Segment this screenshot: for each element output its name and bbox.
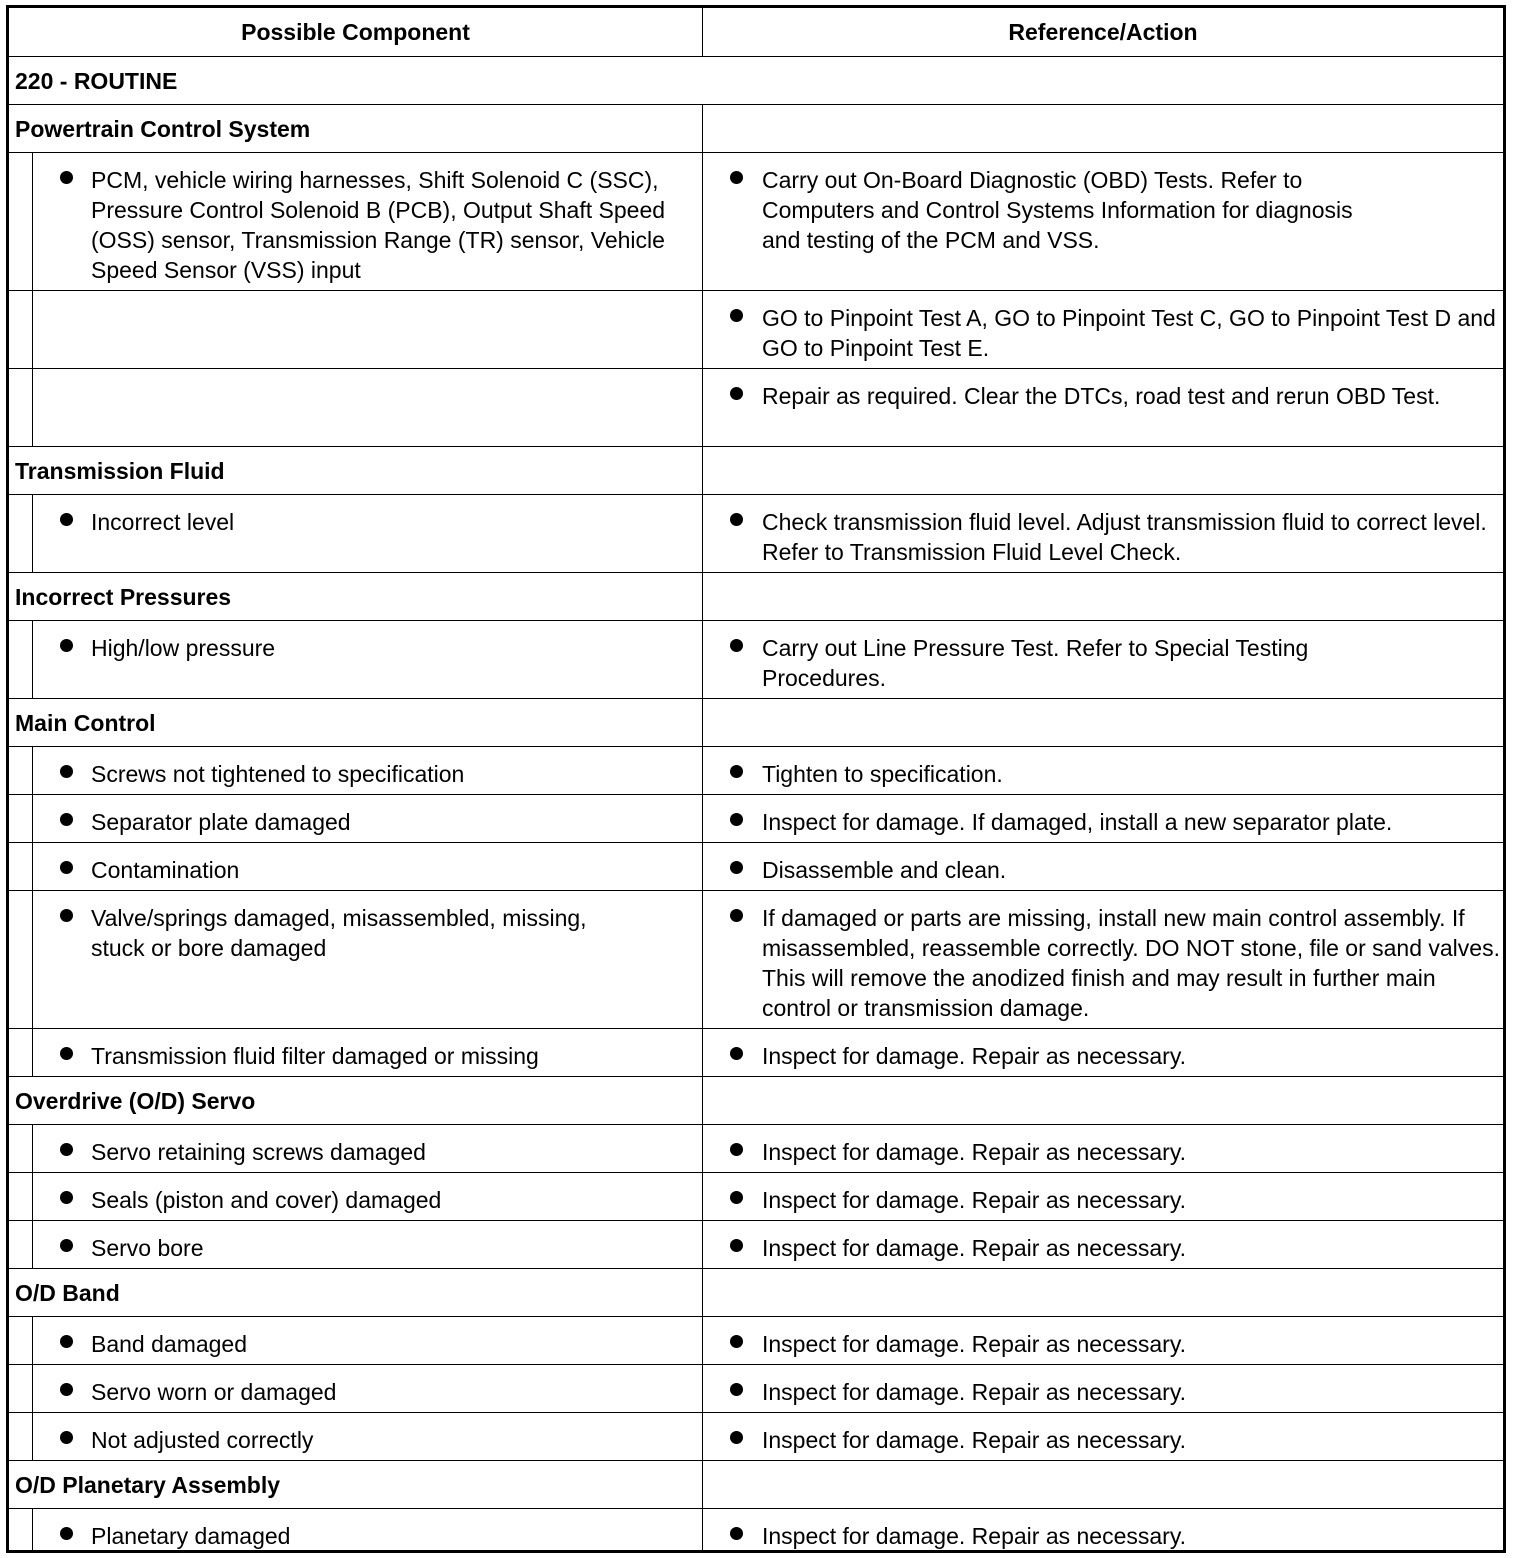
action-text: Inspect for damage. Repair as necessary. [762,1187,1187,1213]
component-text: Separator plate damaged [91,809,351,835]
table-row [9,1125,1503,1173]
section-title: Incorrect Pressures [9,573,703,620]
bullet-icon [60,1383,73,1396]
table-row [9,1173,1503,1221]
component-text: Band damaged [91,1331,248,1357]
component-text: Valve/springs damaged, misassembled, missing, stuck or bore damaged [91,905,587,961]
bullet-icon [730,813,743,826]
header-component: Possible Component [9,8,703,56]
action-text: Carry out Line Pressure Test. Refer to Special Testing Procedures. [762,635,1309,691]
bullet-icon [60,861,73,874]
action-text: Inspect for damage. Repair as necessary. [762,1331,1187,1357]
section-row [9,105,1503,153]
action-text: If damaged or parts are missing, install new main control assembly. If misassembled, reassemble correctly. DO NOT stone, file or sand valves. This will remove the anodized finish and may result in further main control or transmission damage. [762,905,1500,1021]
diagnosis-table [6,5,1506,1553]
action-text: Inspect for damage. If damaged, install a new separator plate. [762,809,1393,835]
section-row [9,1461,1503,1509]
table-row [9,369,1503,447]
table-row [9,1221,1503,1269]
action-text: Inspect for damage. Repair as necessary. [762,1427,1187,1453]
table-row [9,495,1503,573]
component-text: Seals (piston and cover) damaged [91,1187,442,1213]
section-title: O/D Band [9,1269,703,1316]
routine-row [9,57,1503,105]
table-row [9,747,1503,795]
routine-title: 220 - ROUTINE [15,68,178,94]
action-text: GO to Pinpoint Test A, GO to Pinpoint Test C, GO to Pinpoint Test D and GO to Pinpoint Test E. [762,305,1496,361]
bullet-icon [730,909,743,922]
table-row [9,1365,1503,1413]
bullet-icon [60,813,73,826]
component-text: Incorrect level [91,509,235,535]
bullet-icon [60,1047,73,1060]
bullet-icon [60,1239,73,1252]
bullet-icon [60,1335,73,1348]
action-text: Tighten to specification. [762,761,1003,787]
section-row [9,699,1503,747]
section-title: Powertrain Control System [9,105,703,152]
table-row [9,1317,1503,1365]
component-text: PCM, vehicle wiring harnesses, Shift Solenoid C (SSC), Pressure Control Solenoid B (PCB), Output Shaft Speed (OSS) sensor, Transmission Range (TR) sensor, Vehicle Speed Sensor (VSS) input [91,167,666,283]
bullet-icon [730,171,743,184]
bullet-icon [730,387,743,400]
action-text: Inspect for damage. Repair as necessary. [762,1523,1187,1549]
section-title: Main Control [9,699,703,746]
component-text: Contamination [91,857,240,883]
component-text: Planetary damaged [91,1523,291,1549]
header-action: Reference/Action [1008,19,1198,45]
bullet-icon [60,1527,73,1540]
table-row [9,153,1503,291]
table-row [9,1029,1503,1077]
bullet-icon [730,1239,743,1252]
bullet-icon [730,513,743,526]
action-text: Inspect for damage. Repair as necessary. [762,1043,1187,1069]
bullet-icon [730,765,743,778]
bullet-icon [730,639,743,652]
bullet-icon [730,861,743,874]
action-text: Carry out On-Board Diagnostic (OBD) Tests. Refer to Computers and Control Systems Information for diagnosis and testing of the PCM and VSS. [762,167,1353,253]
section-row [9,1269,1503,1317]
table-header [9,8,1503,57]
component-text: High/low pressure [91,635,276,661]
bullet-icon [60,1431,73,1444]
table-row [9,1509,1503,1553]
action-text: Repair as required. Clear the DTCs, road test and rerun OBD Test. [762,383,1441,409]
action-text: Check transmission fluid level. Adjust transmission fluid to correct level. Refer to Transmission Fluid Level Check. [762,509,1487,565]
action-text: Inspect for damage. Repair as necessary. [762,1139,1187,1165]
bullet-icon [730,1191,743,1204]
table-row [9,843,1503,891]
section-title: O/D Planetary Assembly [9,1461,703,1508]
bullet-icon [60,1143,73,1156]
bullet-icon [730,1527,743,1540]
table-row [9,291,1503,369]
bullet-icon [60,909,73,922]
table-row [9,891,1503,1029]
bullet-icon [730,309,743,322]
bullet-icon [730,1047,743,1060]
bullet-icon [730,1335,743,1348]
section-row [9,447,1503,495]
bullet-icon [60,171,73,184]
section-title: Transmission Fluid [9,447,703,494]
action-text: Inspect for damage. Repair as necessary. [762,1235,1187,1261]
table-row [9,621,1503,699]
table-row [9,1413,1503,1461]
bullet-icon [60,513,73,526]
bullet-icon [730,1143,743,1156]
section-row [9,1077,1503,1125]
table-row [9,795,1503,843]
component-text: Screws not tightened to specification [91,761,465,787]
component-text: Servo worn or damaged [91,1379,337,1405]
component-text: Servo bore [91,1235,204,1261]
action-text: Disassemble and clean. [762,857,1007,883]
component-text: Servo retaining screws damaged [91,1139,426,1165]
bullet-icon [60,765,73,778]
section-row [9,573,1503,621]
component-text: Not adjusted correctly [91,1427,314,1453]
action-text: Inspect for damage. Repair as necessary. [762,1379,1187,1405]
section-title: Overdrive (O/D) Servo [9,1077,703,1124]
bullet-icon [60,1191,73,1204]
component-text: Transmission fluid filter damaged or missing [91,1043,539,1069]
bullet-icon [60,639,73,652]
bullet-icon [730,1383,743,1396]
bullet-icon [730,1431,743,1444]
